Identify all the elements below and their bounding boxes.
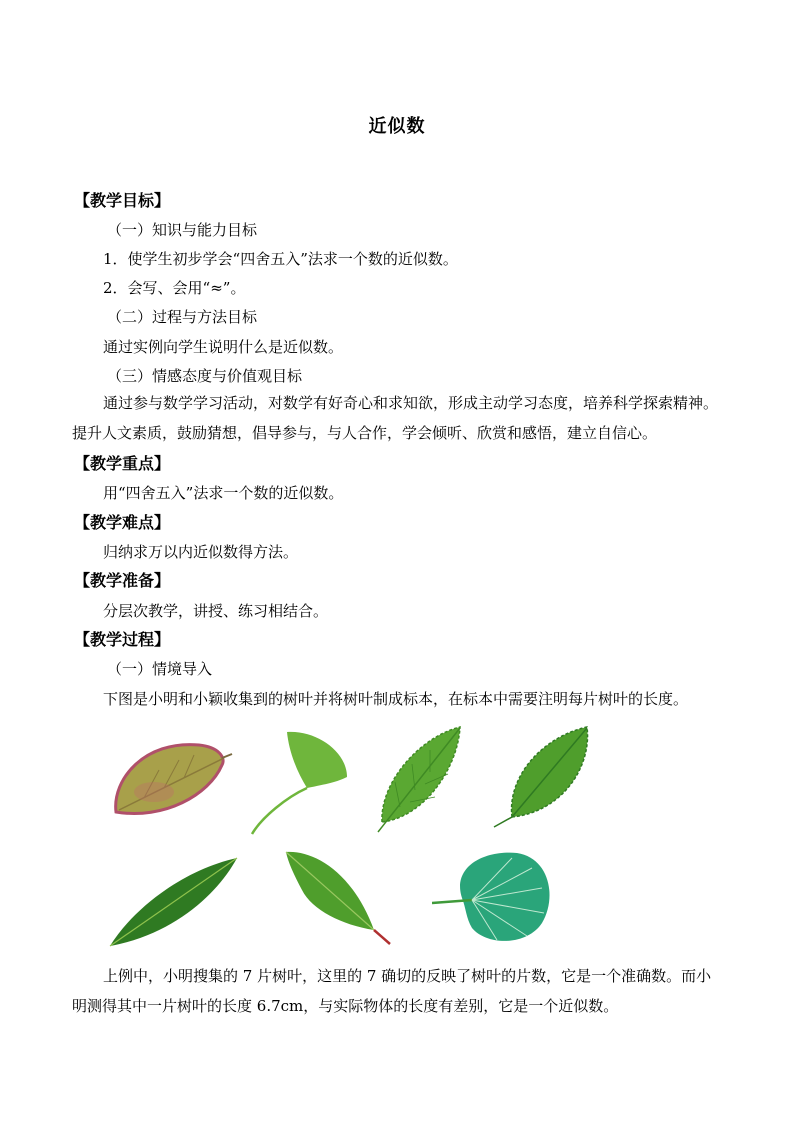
prep-text: 分层次教学，讲授、练习相结合。	[103, 602, 329, 620]
broad-leaf-image	[282, 850, 394, 950]
subheading-attitude: （三）情感态度与价值观目标	[107, 367, 303, 385]
intro-text: 下图是小明和小颖收集到的树叶并将树叶制成标本，在标本中需要注明每片树叶的长度。	[103, 690, 689, 708]
toothed-leaf-image	[482, 722, 607, 832]
ginkgo-leaf-image	[247, 722, 357, 837]
willow-leaf-image	[102, 850, 242, 950]
subheading-intro: （一）情境导入	[107, 660, 213, 678]
section-heading-difficulty: 【教学难点】	[74, 513, 171, 532]
section-heading-key: 【教学重点】	[74, 454, 171, 473]
difficulty-text: 归纳求万以内近似数得方法。	[103, 543, 299, 561]
attitude-goal-text: 通过参与数学学习活动，对数学有好奇心和求知欲，形成主动学习态度，培养科学探索精神。提升人文素质，鼓励猜想，倡导参与，与人合作，学会倾听、欣赏和感悟，建立自信心。	[72, 394, 719, 442]
subheading-process: （二）过程与方法目标	[107, 308, 258, 326]
process-goal-text: 通过实例向学生说明什么是近似数。	[103, 338, 344, 356]
section-heading-prep: 【教学准备】	[74, 571, 171, 590]
autumn-leaf-image	[104, 720, 234, 830]
goal-item-1: 1．使学生初步学会“四舍五入”法求一个数的近似数。	[103, 250, 458, 268]
conclusion-text: 上例中，小明搜集的 7 片树叶，这里的 7 确切的反映了树叶的片数，它是一个准确数。而小明测得其中一片树叶的长度 6.7cm，与实际物体的长度有差别，它是一个近似数。	[72, 967, 712, 1015]
serrated-leaf-image	[360, 722, 470, 837]
banana-leaf-image	[432, 848, 557, 948]
section-heading-process: 【教学过程】	[74, 630, 171, 649]
key-text: 用“四舍五入”法求一个数的近似数。	[103, 484, 344, 502]
page-title: 近似数	[368, 116, 426, 137]
section-heading-goals: 【教学目标】	[74, 191, 171, 210]
subheading-knowledge: （一）知识与能力目标	[107, 221, 258, 239]
goal-item-2: 2．会写、会用“≈”。	[103, 279, 246, 297]
